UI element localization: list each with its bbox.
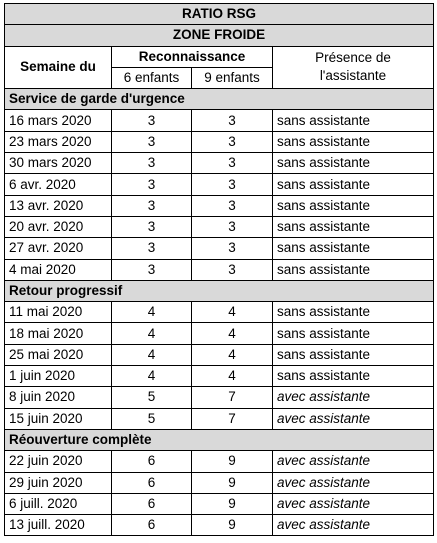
presence-cell: avec assistante [273,515,434,536]
table-row [5,472,434,493]
table-row [5,174,434,195]
zone-title: ZONE FROIDE [5,25,434,46]
nine-children-cell: 7 [192,387,273,408]
presence-header-line1: Présence de [315,50,391,66]
presence-header-line2: l'assistante [319,68,387,84]
six-children-cell: 4 [112,323,192,344]
table-row [5,493,434,514]
nine-children-cell: 4 [192,323,273,344]
six-children-cell: 6 [112,451,192,472]
six-children-cell: 3 [112,153,192,174]
week-cell: 13 juill. 2020 [5,515,112,536]
recognition-header: Reconnaissance [112,46,273,67]
table-body [5,4,434,536]
six-children-cell: 3 [112,131,192,152]
section-row [5,429,434,450]
presence-cell: sans assistante [273,195,434,216]
presence-cell: sans assistante [273,153,434,174]
nine-children-cell: 3 [192,153,273,174]
six-children-cell: 6 [112,493,192,514]
week-cell: 8 juin 2020 [5,387,112,408]
week-cell: 15 juin 2020 [5,408,112,429]
nine-children-cell: 3 [192,216,273,237]
six-children-cell: 5 [112,408,192,429]
section-title: Service de garde d'urgence [5,89,434,110]
nine-children-cell: 3 [192,110,273,131]
week-cell: 18 mai 2020 [5,323,112,344]
table-row [5,238,434,259]
presence-cell: avec assistante [273,408,434,429]
zone-row [5,25,434,46]
presence-cell: sans assistante [273,110,434,131]
presence-cell: avec assistante [273,472,434,493]
week-cell: 23 mars 2020 [5,131,112,152]
table-row [5,408,434,429]
nine-children-cell: 9 [192,451,273,472]
presence-cell: sans assistante [273,302,434,323]
header-row-1 [5,46,434,67]
six-children-cell: 3 [112,174,192,195]
section-title: Réouverture complète [5,429,434,450]
six-children-cell: 4 [112,344,192,365]
six-children-cell: 4 [112,302,192,323]
nine-children-cell: 3 [192,195,273,216]
week-cell: 22 juin 2020 [5,451,112,472]
nine-children-cell: 7 [192,408,273,429]
week-cell: 27 avr. 2020 [5,238,112,259]
six-children-header: 6 enfants [112,67,192,88]
table-row [5,259,434,280]
nine-children-cell: 9 [192,493,273,514]
week-header: Semaine du [5,46,112,89]
six-children-cell: 3 [112,110,192,131]
presence-cell: sans assistante [273,216,434,237]
presence-cell: sans assistante [273,131,434,152]
table-row [5,323,434,344]
presence-cell: sans assistante [273,323,434,344]
six-children-cell: 6 [112,515,192,536]
presence-cell: sans assistante [273,366,434,387]
week-cell: 6 avr. 2020 [5,174,112,195]
week-cell: 20 avr. 2020 [5,216,112,237]
presence-cell: avec assistante [273,451,434,472]
week-cell: 11 mai 2020 [5,302,112,323]
table-row [5,302,434,323]
table-title: RATIO RSG [5,4,434,25]
table-row [5,344,434,365]
section-title: Retour progressif [5,280,434,301]
nine-children-cell: 3 [192,259,273,280]
nine-children-cell: 3 [192,131,273,152]
nine-children-cell: 4 [192,366,273,387]
presence-cell: avec assistante [273,387,434,408]
table-row [5,195,434,216]
week-cell: 6 juill. 2020 [5,493,112,514]
week-cell: 13 avr. 2020 [5,195,112,216]
six-children-cell: 4 [112,366,192,387]
presence-cell: sans assistante [273,344,434,365]
presence-cell: sans assistante [273,174,434,195]
table-row [5,515,434,536]
week-cell: 1 juin 2020 [5,366,112,387]
section-row [5,89,434,110]
six-children-cell: 5 [112,387,192,408]
table-row [5,153,434,174]
nine-children-cell: 9 [192,515,273,536]
week-cell: 30 mars 2020 [5,153,112,174]
nine-children-cell: 3 [192,238,273,259]
table-row [5,216,434,237]
six-children-cell: 6 [112,472,192,493]
presence-cell: avec assistante [273,493,434,514]
nine-children-header: 9 enfants [192,67,273,88]
presence-cell: sans assistante [273,238,434,259]
week-cell: 4 mai 2020 [5,259,112,280]
table-row [5,387,434,408]
section-row [5,280,434,301]
ratio-table [4,3,434,536]
week-cell: 29 juin 2020 [5,472,112,493]
nine-children-cell: 9 [192,472,273,493]
presence-header [273,46,434,89]
nine-children-cell: 4 [192,344,273,365]
nine-children-cell: 3 [192,174,273,195]
table-row [5,131,434,152]
six-children-cell: 3 [112,195,192,216]
six-children-cell: 3 [112,238,192,259]
six-children-cell: 3 [112,259,192,280]
table-row [5,110,434,131]
six-children-cell: 3 [112,216,192,237]
presence-cell: sans assistante [273,259,434,280]
table-row [5,451,434,472]
title-row [5,4,434,25]
week-cell: 25 mai 2020 [5,344,112,365]
table-row [5,366,434,387]
nine-children-cell: 4 [192,302,273,323]
week-cell: 16 mars 2020 [5,110,112,131]
